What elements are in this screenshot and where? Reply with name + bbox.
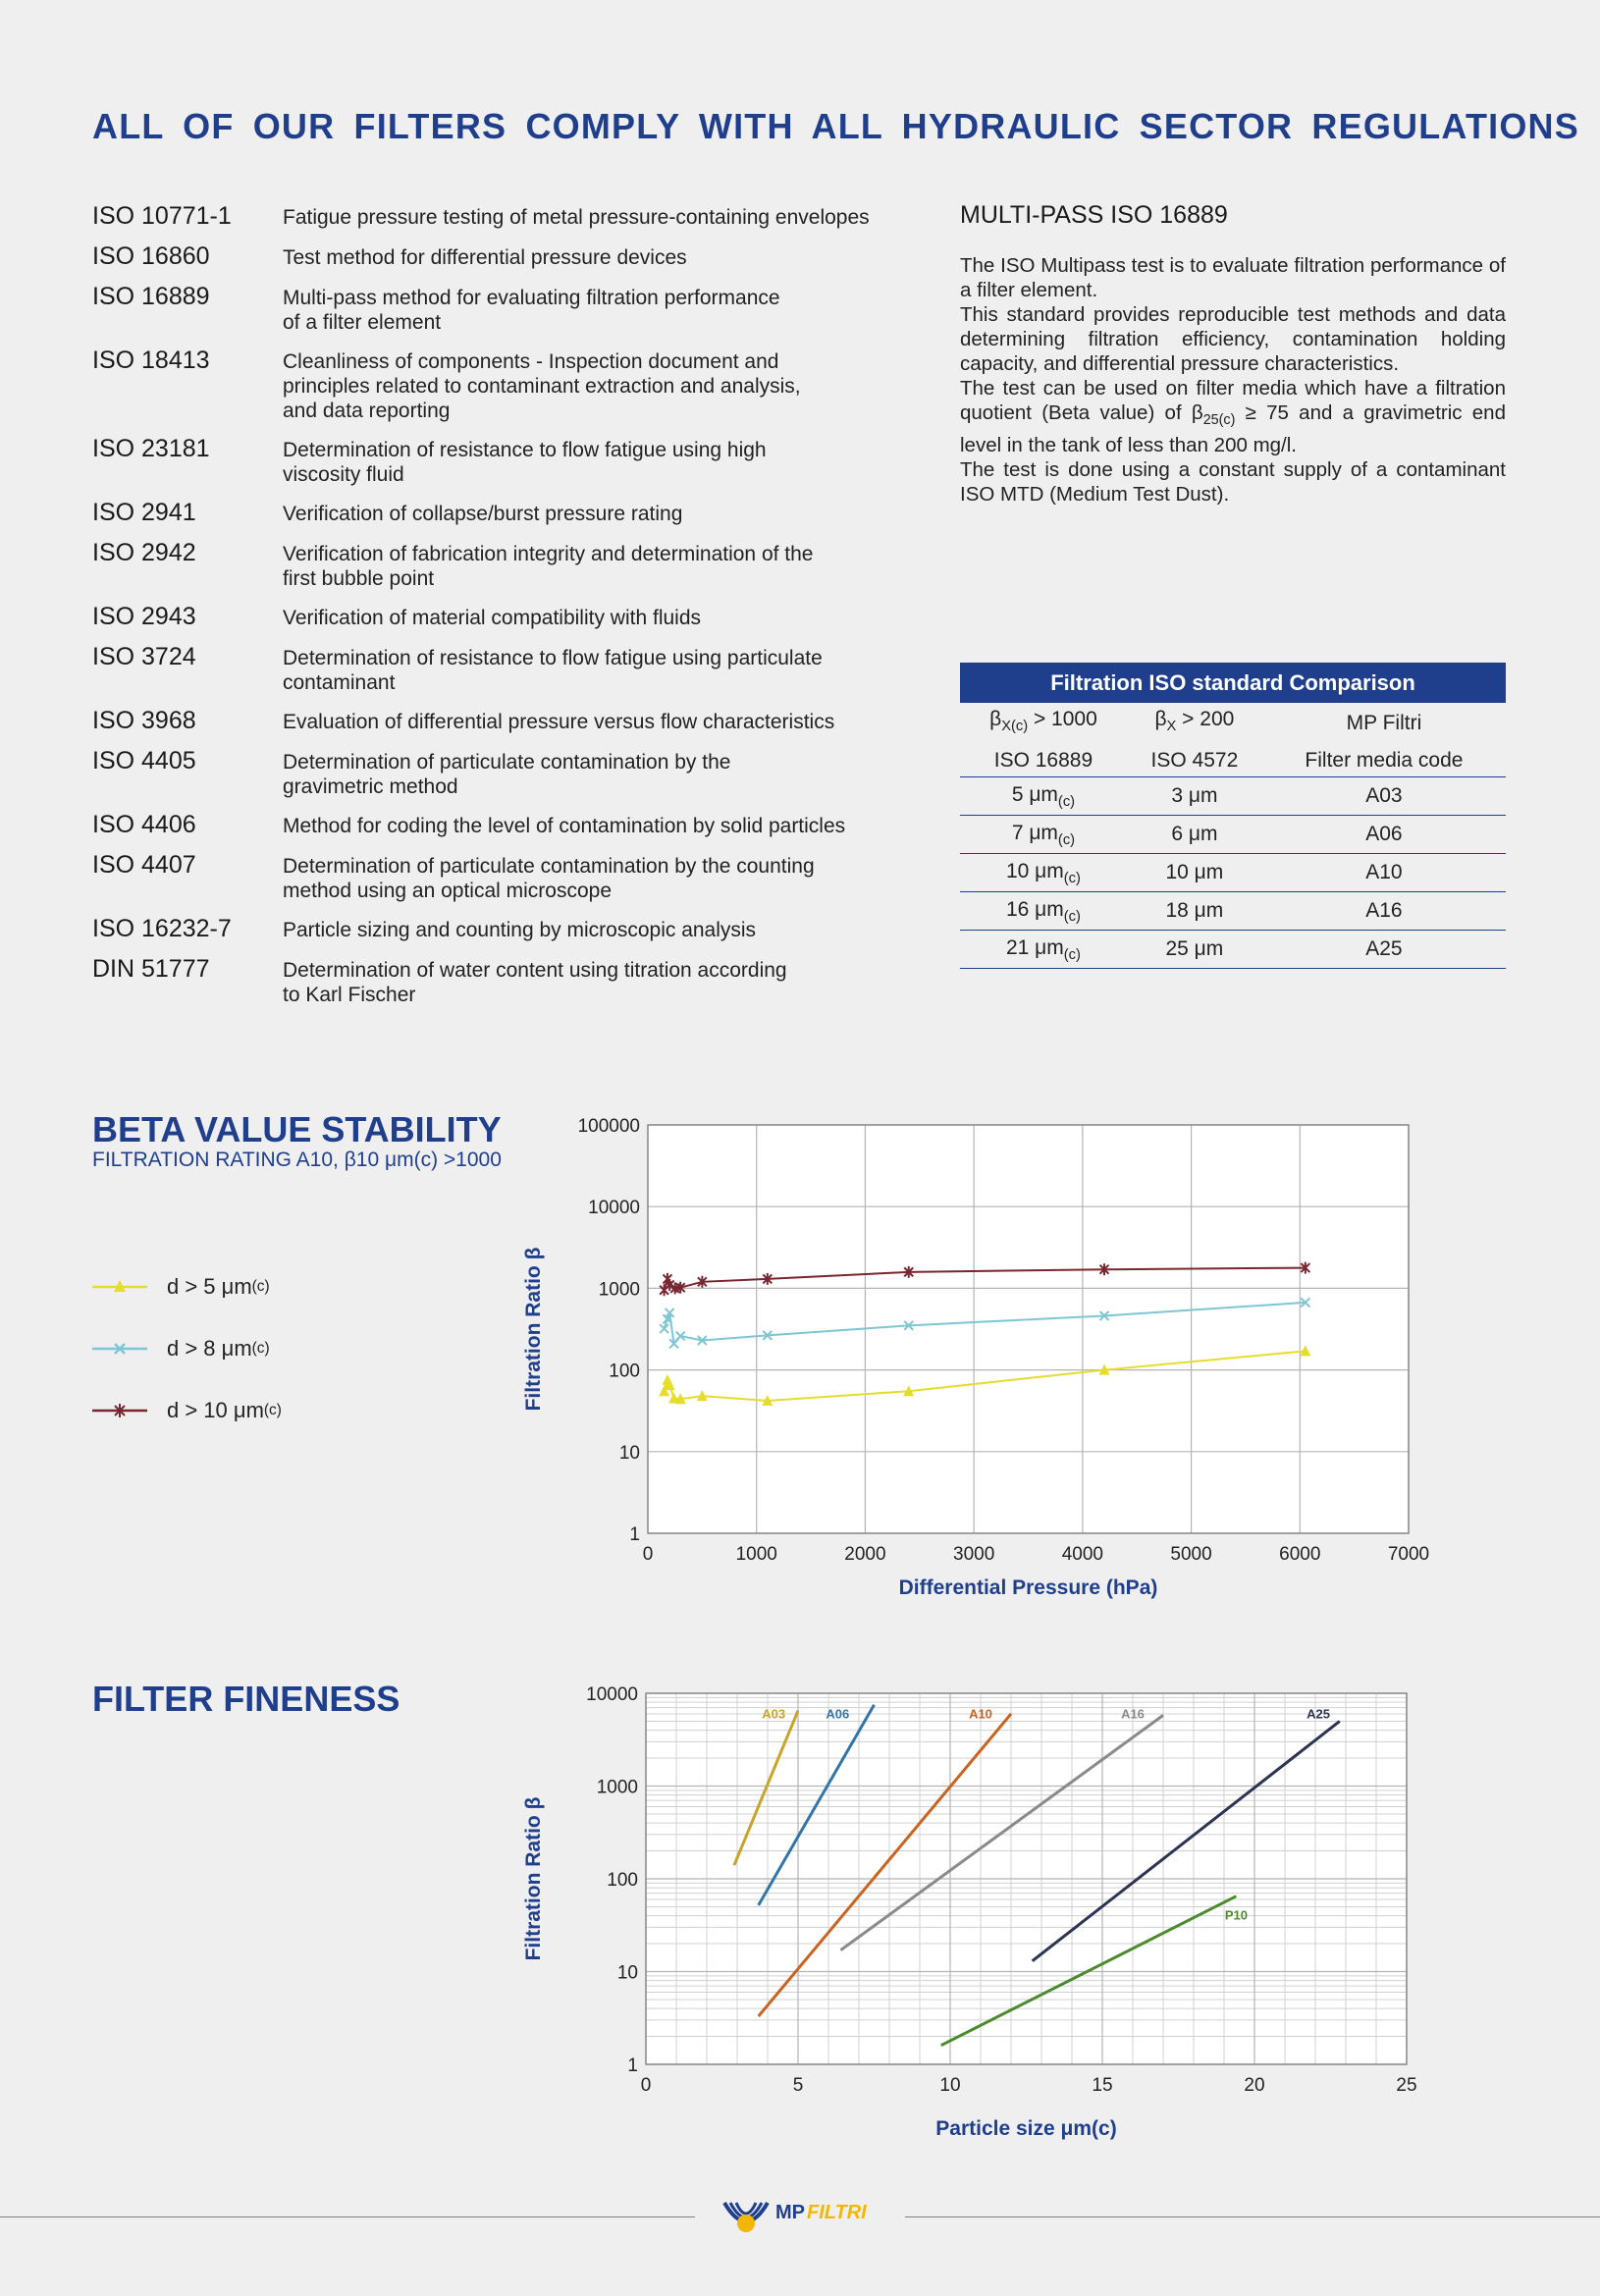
x-tick-label: 5000	[1170, 1544, 1212, 1565]
y-tick-label: 100	[609, 1361, 640, 1382]
standard-row	[92, 643, 936, 695]
standard-description: Fatigue pressure testing of metal pressure-containing envelopes	[283, 206, 870, 229]
beta-x-value: 3 μm	[1127, 777, 1262, 816]
y-tick-label: 1	[627, 2056, 638, 2076]
standard-row	[92, 435, 936, 487]
standard-code: ISO 4407	[92, 851, 196, 879]
footer-line-right	[905, 2216, 1600, 2217]
beta-x-c-value: 16 $\mu m_{(c)}$	[960, 892, 1127, 931]
series-label: A03	[762, 1706, 786, 1722]
multipass-p4: The test is done using a constant supply of a contaminant ISO MTD (Medium Test Dust).	[960, 458, 1506, 507]
standard-code: ISO 2941	[92, 499, 196, 526]
standard-description: Determination of resistance to flow fatigue using particulate contaminant	[283, 647, 823, 694]
col3-subheader: Filter media code	[1262, 743, 1506, 777]
beta-x-c-value: 5 $\mu m_{(c)}$	[960, 777, 1127, 816]
beta-x-value: 6 μm	[1127, 816, 1262, 854]
standard-code: ISO 18413	[92, 347, 210, 374]
standard-code: ISO 10771-1	[92, 202, 232, 230]
comparison-row	[960, 892, 1506, 931]
standard-description: Cleanliness of components - Inspection document and principles related to contaminant extraction and analysis, and data reporting	[283, 350, 801, 422]
beta-x-c-value: 21 $\mu m_{(c)}$	[960, 931, 1127, 969]
standard-description: Test method for differential pressure devices	[283, 246, 687, 269]
comparison-header-row-2	[960, 743, 1506, 777]
x-tick-label: 25	[1396, 2075, 1417, 2096]
x-tick-label: 3000	[953, 1544, 995, 1565]
standard-row	[92, 915, 936, 943]
media-code: A25	[1262, 931, 1506, 969]
x-tick-label: 0	[640, 2075, 652, 2096]
y-axis-label: Filtration Ratio β	[522, 1796, 545, 1961]
standard-code: ISO 3968	[92, 707, 196, 734]
multipass-p2: This standard provides reproducible test methods and data determining filtration efficiency, contamination holding capacity, and differential pressure characteristics.	[960, 303, 1506, 375]
standard-code: ISO 16232-7	[92, 915, 232, 942]
standard-row	[92, 539, 936, 591]
standard-description: Verification of fabrication integrity and determination of the first bubble point	[283, 543, 814, 590]
standard-code: ISO 3724	[92, 643, 196, 670]
legend-marker-maroon	[92, 1401, 149, 1420]
x-axis-label: Particle size μm(c)	[935, 2117, 1117, 2140]
y-tick-label: 1000	[596, 1777, 638, 1798]
comparison-row	[960, 777, 1506, 816]
series-label: P10	[1224, 1907, 1248, 1923]
standard-description: Evaluation of differential pressure versus flow characteristics	[283, 711, 835, 733]
x-tick-label: 1000	[735, 1544, 777, 1565]
x-tick-label: 20	[1244, 2075, 1265, 2096]
standards-list	[92, 202, 936, 1019]
beta-section-title: BETA VALUE STABILITY	[92, 1109, 502, 1149]
media-code: A16	[1262, 892, 1506, 931]
x-tick-label: 4000	[1061, 1544, 1103, 1565]
x-tick-label: 15	[1092, 2075, 1113, 2096]
standard-row	[92, 955, 936, 1007]
beta-x-value: 18 μm	[1127, 892, 1262, 931]
comparison-row	[960, 816, 1506, 854]
multipass-title: MULTI-PASS ISO 16889	[960, 201, 1228, 229]
beta-stability-chart	[491, 1099, 1453, 1620]
x-tick-label: 5	[792, 2075, 804, 2096]
beta-section-subtitle: FILTRATION RATING A10, β10 μm(c) >1000	[92, 1148, 502, 1171]
media-code: A10	[1262, 854, 1506, 892]
standard-row	[92, 283, 936, 335]
y-tick-label: 10	[618, 1442, 640, 1464]
legend-item-5um: d > 5 μm (c)	[92, 1274, 270, 1300]
y-axis-label: Filtration Ratio β	[522, 1247, 545, 1412]
y-tick-label: 1	[629, 1524, 640, 1545]
y-tick-label: 10	[616, 1962, 638, 1984]
standard-description: Verification of material compatibility with fluids	[283, 607, 702, 629]
y-tick-label: 100000	[577, 1116, 640, 1137]
standard-description: Particle sizing and counting by microscopic analysis	[283, 919, 757, 941]
standard-code: ISO 23181	[92, 435, 210, 462]
beta-x-value: 25 μm	[1127, 931, 1262, 969]
page-title: ALL OF OUR FILTERS COMPLY WITH ALL HYDRAULIC SECTOR REGULATIONS	[92, 106, 1579, 146]
comparison-row	[960, 854, 1506, 892]
footer-line-left	[0, 2216, 695, 2217]
comparison-row	[960, 931, 1506, 969]
series-label: A10	[969, 1706, 992, 1722]
series-label: A16	[1121, 1706, 1145, 1722]
standard-description: Determination of particulate contamination by the counting method using an optical microscope	[283, 855, 815, 902]
comparison-header-row-1	[960, 703, 1506, 743]
standard-description: Determination of particulate contamination by the gravimetric method	[283, 751, 731, 798]
legend-marker-yellow	[92, 1277, 149, 1297]
standard-row	[92, 851, 936, 903]
beta-x-c-value: 7 $\mu m_{(c)}$	[960, 816, 1127, 854]
x-tick-label: 0	[642, 1544, 654, 1565]
standard-code: ISO 4406	[92, 811, 196, 838]
standard-code: DIN 51777	[92, 955, 210, 983]
standard-description: Multi-pass method for evaluating filtration performance of a filter element	[283, 287, 780, 334]
standard-code: ISO 16889	[92, 283, 210, 310]
standard-row	[92, 747, 936, 799]
multipass-description	[960, 253, 1506, 507]
col3-header: MP Filtri	[1346, 712, 1422, 735]
x-tick-label: 2000	[844, 1544, 886, 1565]
y-tick-label: 100	[607, 1870, 638, 1891]
legend-marker-cyan	[92, 1339, 149, 1359]
x-tick-label: 10	[939, 2075, 961, 2096]
standard-code: ISO 2942	[92, 539, 196, 566]
standard-row	[92, 499, 936, 527]
media-code: A03	[1262, 777, 1506, 816]
standard-description: Method for coding the level of contamination by solid particles	[283, 815, 846, 837]
standard-row	[92, 707, 936, 735]
standard-row	[92, 347, 936, 423]
x-tick-label: 7000	[1387, 1544, 1430, 1565]
col1-header: $\beta_{X(c)} > 1000$	[989, 708, 1097, 735]
svg-text:MP: MP	[775, 2202, 805, 2223]
legend-item-8um: d > 8 μm (c)	[92, 1336, 270, 1362]
standard-row	[92, 603, 936, 631]
y-tick-label: 10000	[586, 1684, 638, 1705]
col1-subheader: ISO 16889	[960, 743, 1127, 777]
mp-filtri-logo	[717, 2191, 883, 2260]
col2-subheader: ISO 4572	[1127, 743, 1262, 777]
legend-item-10um: d > 10 μm (c)	[92, 1398, 282, 1423]
beta-x-value: 10 μm	[1127, 854, 1262, 892]
standard-row	[92, 242, 936, 271]
fineness-section-title: FILTER FINENESS	[92, 1679, 400, 1719]
standard-description: Determination of resistance to flow fatigue using high viscosity fluid	[283, 439, 767, 486]
series-label: A25	[1307, 1706, 1331, 1722]
media-code: A06	[1262, 816, 1506, 854]
standard-description: Determination of water content using titration according to Karl Fischer	[283, 959, 787, 1006]
standard-code: ISO 16860	[92, 242, 210, 270]
col2-header: $\beta_X > 200$	[1154, 708, 1235, 735]
standard-code: ISO 2943	[92, 603, 196, 630]
beta-x-c-value: 10 $\mu m_{(c)}$	[960, 854, 1127, 892]
series-label: A06	[826, 1706, 850, 1722]
comparison-table-title: Filtration ISO standard Comparison	[960, 663, 1506, 703]
standard-row	[92, 202, 936, 231]
standard-code: ISO 4405	[92, 747, 196, 774]
y-tick-label: 10000	[588, 1198, 640, 1219]
multipass-p3: The test can be used on filter media which have a filtration quotient (Beta value) of $\beta_{25(c)} \ge 75$ and a gravimetric end level in the tank of less than 200 mg/l.	[960, 377, 1506, 457]
comparison-table	[960, 663, 1506, 969]
y-tick-label: 1000	[598, 1279, 640, 1301]
multipass-p1: The ISO Multipass test is to evaluate filtration performance of a filter element.	[960, 254, 1506, 301]
x-tick-label: 6000	[1279, 1544, 1321, 1565]
plot-area	[648, 1125, 1409, 1533]
svg-text:FILTRI: FILTRI	[807, 2202, 867, 2223]
filter-fineness-chart	[491, 1669, 1453, 2160]
standard-row	[92, 811, 936, 839]
x-axis-label: Differential Pressure (hPa)	[898, 1576, 1158, 1599]
standard-description: Verification of collapse/burst pressure rating	[283, 503, 683, 525]
